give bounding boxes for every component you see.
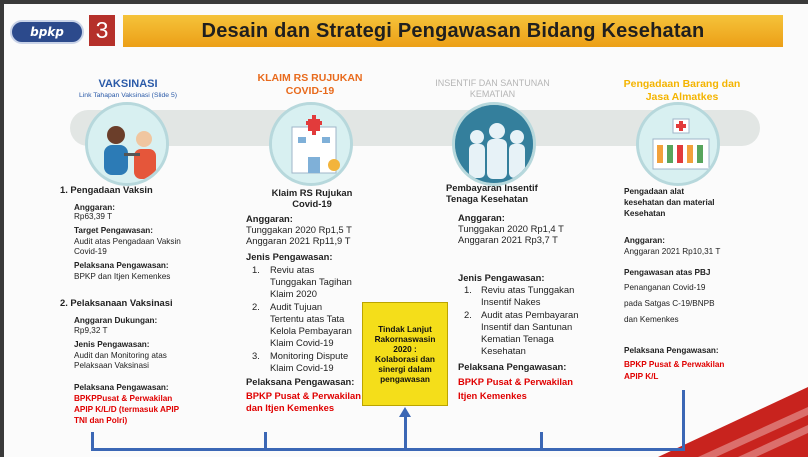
slide-number: 3 (89, 15, 115, 46)
center-line1: Tindak Lanjut (378, 324, 432, 334)
col2-pelaksana-label: Pelaksana Pengawasan: (246, 376, 355, 387)
col2-item2-line3: Kelola Pembayaran (270, 325, 352, 336)
col2-item1-num: 1. (252, 264, 260, 275)
col4-pbj-line2: pada Satgas C-19/BNPB (624, 299, 715, 308)
col4-pelaksana-label: Pelaksana Pengawasan: (624, 346, 719, 355)
col1-target-label: Target Pengawasan: (74, 226, 154, 235)
bpkp-logo (10, 20, 84, 44)
col2-title-line2: COVID-19 (285, 84, 335, 97)
col3-anggaran-line1: Tunggakan 2020 Rp1,4 T (458, 223, 564, 234)
col2-anggaran-label: Anggaran: (246, 213, 293, 224)
col3-anggaran-label: Anggaran: (458, 212, 505, 223)
col1-target-line2: Covid-19 (74, 247, 107, 256)
center-line4: Kolaborasi dan (375, 354, 435, 364)
rakornaswasin-box (362, 302, 448, 406)
col4-pelaksana-line1: BPKP Pusat & Perwakilan (624, 360, 725, 369)
col2-heading-line2: Covid-19 (292, 198, 332, 209)
col2-anggaran-line1: Tunggakan 2020 Rp1,5 T (246, 224, 352, 235)
col3-item2-line3: Kematian Tenaga (481, 333, 554, 344)
col2-item1-line1: Reviu atas (270, 264, 315, 275)
page-title: Desain dan Strategi Pengawasan Bidang Kesehatan (201, 19, 705, 42)
col1-pelaksana2-line3: TNI dan Polri) (74, 416, 128, 425)
rakornaswasin-text (375, 324, 436, 384)
col2-item2-line2: Tertentu atas Tata (270, 313, 345, 324)
col1-dukungan-value: Rp9,32 T (74, 326, 108, 335)
col1-pelaksana-value: BPKP dan Itjen Kemenkes (74, 272, 171, 281)
col1-jenis-line2: Pelaksaan Vaksinasi (74, 361, 149, 370)
col2-item1-line3: Klaim 2020 (270, 288, 317, 299)
col3-item1-line2: Insentif Nakes (481, 296, 541, 307)
col1-target-line1: Audit atas Pengadaan Vaksin (74, 237, 181, 246)
col2-item1-line2: Tunggakan Tagihan (270, 276, 352, 287)
col1-pelaksana2-line2: APIP K/L/D (termasuk APIP (74, 405, 180, 414)
center-line5: sinergi dalam (378, 364, 432, 374)
col2-item3-num: 3. (252, 350, 260, 361)
col1-pelaksana2-label: Pelaksana Pengawasan: (74, 383, 169, 392)
connector-horizontal (91, 448, 685, 451)
connector-v2 (264, 432, 267, 450)
col4-pbj-line1: Penanganan Covid-19 (624, 283, 706, 292)
col3-pelaksana-line1: BPKP Pusat & Perwakilan (458, 376, 573, 387)
col3-jenis-label: Jenis Pengawasan: (458, 272, 545, 283)
col2-item2-line4: Klaim Covid-19 (270, 337, 334, 348)
col1-pelaksana2-line1: BPKPPusat & Perwakilan (74, 394, 173, 403)
col3-anggaran-line2: Anggaran 2021 Rp3,7 T (458, 234, 558, 245)
col4-anggaran-value: Anggaran 2021 Rp10,31 T (624, 247, 721, 256)
col1-jenis-line1: Audit dan Monitoring atas (74, 351, 167, 360)
health-workers-illustration (452, 102, 536, 186)
vaccination-illustration (85, 102, 169, 186)
col3-item2-line1: Audit atas Pembayaran (481, 309, 579, 320)
col4-heading-line3: Kesehatan (624, 209, 666, 218)
arrow-up-icon (399, 407, 411, 417)
col1-dukungan-label: Anggaran Dukungan: (74, 316, 158, 325)
col2-item3-line2: Klaim Covid-19 (270, 362, 334, 373)
connector-v1 (91, 432, 94, 450)
col2-item3-line1: Monitoring Dispute (270, 350, 349, 361)
col3-heading-line2: Tenaga Kesehatan (446, 193, 529, 204)
col2-jenis-label: Jenis Pengawasan: (246, 251, 333, 262)
col4-pbj-line3: dan Kemenkes (624, 315, 679, 324)
col2-item2-line1: Audit Tujuan (270, 301, 323, 312)
col4-heading-line2: kesehatan dan material (624, 198, 715, 207)
col4-pbj-label: Pengawasan atas PBJ (624, 268, 711, 277)
col4-title (612, 78, 752, 103)
col2-title (240, 72, 380, 97)
connector-v3 (540, 432, 543, 450)
col3-item1-num: 1. (464, 284, 472, 295)
col3-pelaksana-line2: Itjen Kemenkes (458, 390, 527, 401)
col1-anggaran-value: Rp63,39 T (74, 212, 113, 221)
medical-equipment-illustration (636, 102, 720, 186)
col4-pelaksana-line2: APIP K/L (624, 372, 659, 381)
col3-title (415, 78, 570, 100)
col4-anggaran-label: Anggaran: (624, 236, 665, 245)
col3-heading-line1: Pembayaran Insentif (446, 182, 538, 193)
col3-item2-line2: Insentif dan Santunan (481, 321, 573, 332)
connector-center (404, 416, 407, 450)
col3-title-line2: KEMATIAN (469, 89, 516, 99)
title-bar (123, 15, 783, 47)
connector-v4 (682, 390, 685, 450)
center-line3: 2020 : (393, 344, 417, 354)
col3-item1-line1: Reviu atas Tunggakan (481, 284, 575, 295)
col1-anggaran-label: Anggaran: (74, 203, 115, 212)
col3-title-line1: INSENTIF DAN SANTUNAN (435, 78, 550, 88)
col1-title (58, 78, 198, 100)
hospital-illustration (269, 102, 353, 186)
col1-subtitle-link[interactable]: Link Tahapan Vaksinasi (Slide 5) (79, 91, 177, 99)
center-line2: Rakornaswasin (374, 334, 436, 344)
col1-heading-1: 1. Pengadaan Vaksin (60, 184, 153, 195)
frame-left (0, 0, 4, 457)
logo-text: bpkp (30, 25, 64, 39)
col3-item2-num: 2. (464, 309, 472, 320)
col4-heading-line1: Pengadaan alat (624, 187, 685, 196)
center-line6: pengawasan (380, 374, 430, 384)
col2-anggaran-line2: Anggaran 2021 Rp11,9 T (246, 235, 351, 246)
decorative-red-swoosh (638, 347, 808, 457)
col2-pelaksana-line1: BPKP Pusat & Perwakilan (246, 390, 361, 401)
col2-pelaksana-line2: dan Itjen Kemenkes (246, 402, 335, 413)
col2-title-line1: KLAIM RS RUJUKAN (257, 72, 363, 84)
col3-item2-line4: Kesehatan (481, 345, 526, 356)
col3-pelaksana-label: Pelaksana Pengawasan: (458, 361, 567, 372)
col1-heading-2: 2. Pelaksanaan Vaksinasi (60, 297, 173, 308)
col1-title-text: VAKSINASI (98, 78, 158, 90)
col1-pelaksana-label: Pelaksana Pengawasan: (74, 261, 169, 270)
col2-item2-num: 2. (252, 301, 260, 312)
frame-top (0, 0, 808, 4)
col2-heading-line1: Klaim RS Rujukan (271, 187, 353, 198)
col4-title-line2: Jasa Almatkes (645, 90, 719, 103)
col1-jenis-label: Jenis Pengawasan: (74, 340, 150, 349)
col4-title-line1: Pengadaan Barang dan (623, 78, 741, 90)
